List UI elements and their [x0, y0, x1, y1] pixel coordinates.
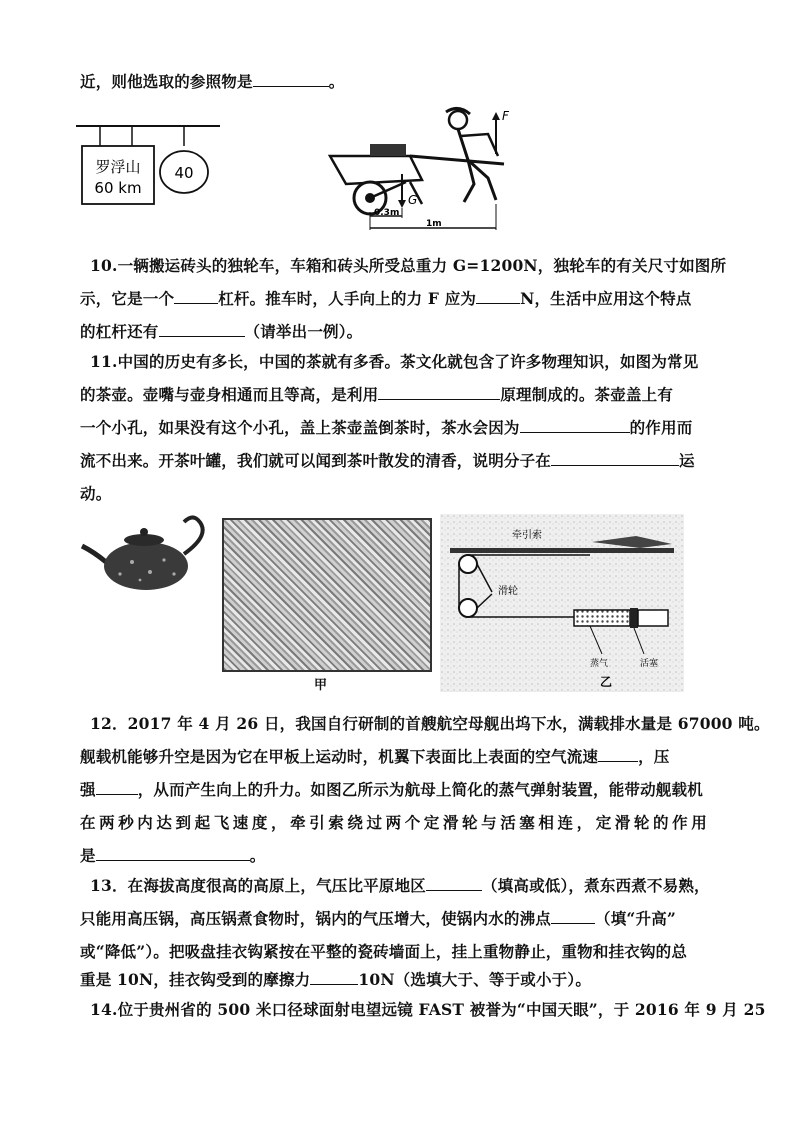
text: 11.中国的历史有多长，中国的茶就有多香。茶文化就包含了许多物理知识，如图为常见: [90, 352, 699, 371]
answer-blank: [253, 72, 329, 87]
steam-catapult-diagram: [440, 514, 684, 692]
answer-blank: [96, 846, 250, 861]
figure-label-yi: 乙: [600, 675, 613, 689]
answer-blank: [476, 289, 520, 304]
text: 13．在海拔高度很高的高原上，气压比平原地区: [90, 876, 426, 895]
answer-blank: [378, 385, 500, 400]
text: 重是 10N，挂衣钩受到的摩擦力: [80, 970, 311, 989]
text: 只能用高压锅，高压锅煮食物时，锅内的气压增大，使锅内水的沸点: [80, 909, 552, 928]
text: 在两秒内达到起飞速度，牵引索绕过两个定滑轮与活塞相连，定滑轮的作用: [80, 813, 711, 832]
speed-limit: 40: [174, 164, 194, 182]
aircraft-carrier-photo: [222, 518, 432, 672]
teapot-figure: [80, 512, 212, 592]
q11-line2: [80, 385, 730, 405]
answer-blank: [598, 747, 638, 762]
q13-line3: [80, 942, 730, 962]
piston-label: 活塞: [640, 659, 659, 669]
q13-line4: [80, 970, 730, 990]
answer-blank: [174, 289, 218, 304]
text: 的杠杆还有: [80, 322, 159, 341]
gravity-label: G: [408, 193, 418, 207]
q12-line3: [80, 780, 730, 800]
text: （填高或低），煮东西煮不易熟，: [481, 876, 710, 895]
q10-line2: [80, 289, 730, 309]
text: ，压: [638, 747, 670, 766]
answer-blank: [551, 451, 679, 466]
text: 运: [679, 451, 695, 470]
text: 的茶壶。壶嘴与壶身相通而且等高，是利用: [80, 385, 379, 404]
answer-blank: [96, 780, 138, 795]
text: 。: [249, 846, 266, 865]
text: N，生活中应用这个特点: [520, 289, 692, 308]
text: 舰载机能够升空是因为它在甲板上运动时，机翼下表面比上表面的空气流速: [80, 747, 599, 766]
q11-line3: [80, 418, 730, 438]
q14-line1: [90, 1000, 766, 1020]
figure-label-jia: 甲: [314, 678, 328, 693]
q9-tail-line: [80, 72, 730, 92]
answer-blank: [551, 909, 595, 924]
text: （请举出一例）。: [244, 322, 363, 341]
text: 一个小孔，如果没有这个小孔，盖上茶壶盖倒茶时，茶水会因为: [80, 418, 520, 437]
text: 是: [80, 846, 96, 865]
q11-line1: [90, 352, 740, 372]
text: 。: [328, 72, 345, 91]
sign-distance: 60 km: [94, 179, 142, 197]
text: 12．2017 年 4 月 26 日，我国自行研制的首艘航空母舰出坞下水，满载排水量是 67000 吨。: [90, 714, 770, 733]
q12-line2: [80, 747, 730, 767]
q13-line2: [80, 909, 730, 929]
answer-blank: [426, 876, 482, 891]
q10-line1: [90, 256, 740, 276]
q12-line1: [90, 714, 770, 734]
rope-label: 牵引索: [512, 530, 542, 541]
text: ，从而产生向上的升力。如图乙所示为航母上简化的蒸气弹射装置，能带动舰载机: [137, 780, 703, 799]
wheelbarrow-figure: [318, 104, 524, 236]
answer-blank: [520, 418, 630, 433]
text: 10.一辆搬运砖头的独轮车，车箱和砖头所受总重力 G=1200N，独轮车的有关尺寸如图所: [90, 256, 727, 275]
text: （填“升高”: [595, 909, 677, 928]
text: 强: [80, 780, 96, 799]
text: 10N（选填大于、等于或小于）。: [358, 970, 592, 989]
answer-blank: [159, 322, 245, 337]
text: 流不出来。开茶叶罐，我们就可以闻到茶叶散发的清香，说明分子在: [80, 451, 552, 470]
text: 杠杆。推车时，人手向上的力 F 应为: [218, 289, 477, 308]
road-sign-figure: [76, 116, 220, 208]
q13-line1: [90, 876, 740, 896]
sign-place: 罗浮山: [95, 158, 141, 176]
q11-line4: [80, 451, 730, 471]
text: 近，则他选取的参照物是: [80, 72, 253, 91]
pulley-label: 滑轮: [498, 586, 518, 597]
text: 的作用而: [629, 418, 693, 437]
text: 14.位于贵州省的 500 米口径球面射电望远镜 FAST 被誉为“中国天眼”，于 2016 年 9 月 25: [90, 1000, 766, 1019]
q11-line5: [80, 484, 730, 504]
short-arm-label: 0.3m: [374, 208, 400, 218]
long-arm-label: 1m: [426, 219, 442, 229]
text: 原理制成的。茶壶盖上有: [500, 385, 674, 404]
answer-blank: [310, 970, 358, 985]
steam-label: 蒸气: [590, 659, 609, 669]
force-label: F: [502, 109, 509, 123]
text: 示，它是一个: [80, 289, 175, 308]
q10-line3: [80, 322, 730, 342]
text: 或“降低”）。把吸盘挂衣钩紧按在平整的瓷砖墙面上，挂上重物静止，重物和挂衣钩的总: [80, 942, 688, 961]
text: 动。: [80, 484, 112, 503]
q12-line4: [80, 813, 730, 833]
q12-line5: [80, 846, 730, 866]
